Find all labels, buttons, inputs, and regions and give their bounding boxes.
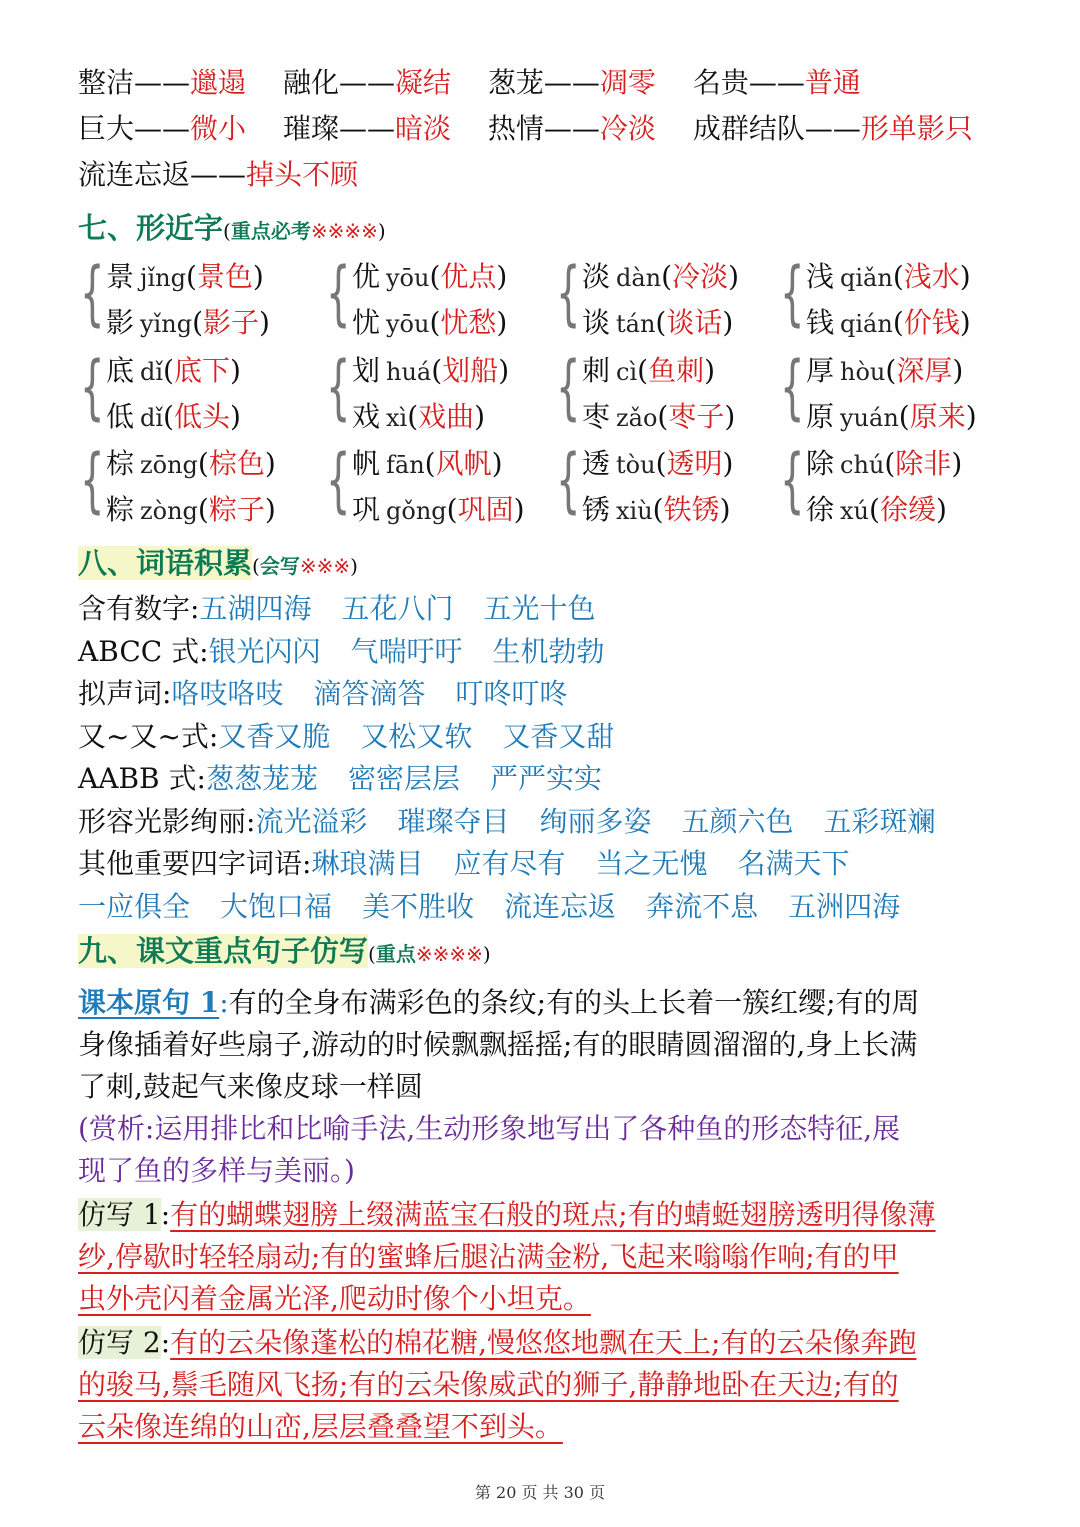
word-item: 五花八门 [341, 592, 454, 625]
similar-character-entry: 优 yōu(优点) [352, 260, 508, 293]
similar-character-entry: 徐 xú(徐缓) [806, 493, 947, 526]
antonym-pair: 热情——冷淡 [487, 112, 656, 145]
word-item: 咯吱咯吱 [171, 677, 284, 710]
word-group-label: 含有数字: [78, 592, 200, 625]
brace-icon: { [80, 346, 105, 428]
antonym-row-3 [78, 152, 386, 198]
antonym-row-2 [78, 106, 1001, 152]
similar-character-entry: 帆 fān(风帆) [352, 447, 503, 480]
analysis: (赏析:运用排比和比喻手法,生动形象地写出了各种鱼的形态特征,展 现了鱼的多样与美丽。) [78, 1112, 901, 1187]
similar-character-entry: 原 yuán(原来) [806, 400, 977, 433]
original-label: 课本原句 1 [78, 986, 220, 1019]
word-group-label: 形容光影绚丽: [78, 804, 256, 838]
similar-character-entry: 锈 xiù(铁锈) [582, 493, 731, 526]
word-item: 五洲四海 [788, 889, 901, 923]
section-7-heading [78, 205, 386, 251]
similar-character-entry: 淡 dàn(冷淡) [582, 260, 740, 293]
brace-icon: { [80, 252, 105, 334]
original-sentence: 课本原句 1:有的全身布满彩色的条纹;有的头上长着一簇红缨;有的周 身像插着好些扇子,游动的时候飘飘摇摇;有的眼睛圆溜溜的,身上长满 了刺,鼓起气来像皮球一样圆 [78, 986, 920, 1103]
brace-icon: { [326, 252, 351, 334]
antonym-pair: 璀璨——暗淡 [282, 112, 451, 145]
word-item: 又香又脆 [218, 719, 331, 753]
antonym-pair: 流连忘返——掉头不顾 [78, 158, 359, 191]
word-item: 名满天下 [737, 847, 850, 880]
brace-icon: { [556, 346, 581, 428]
word-group-label: AABB 式: [78, 762, 206, 795]
antonym-pair: 葱茏——凋零 [487, 66, 656, 99]
word-item: 严严实实 [489, 762, 602, 795]
imitation-2: 仿写 2:有的云朵像蓬松的棉花糖,慢悠悠地飘在天上;有的云朵像奔跑 的骏马,鬃毛随风飞扬;有的云朵像威武的狮子,静静地卧在天边;有的 云朵像连绵的山峦,层层叠叠望不到头。 [78, 1326, 917, 1443]
brace-icon: { [780, 346, 805, 428]
word-group-row [78, 629, 635, 675]
section-title: 九、课文重点句子仿写 [78, 934, 369, 968]
word-group-row [78, 671, 597, 717]
imitation-1: 仿写 1:有的蝴蝶翅膀上缀满蓝宝石般的斑点;有的蜻蜓翅膀透明得像薄 纱,停歇时轻轻扇动;有的蜜蜂后腿沾满金粉,飞起来嗡嗡作响;有的甲 虫外壳闪着金属光泽,爬动时像个小坦克。 [78, 1198, 936, 1315]
word-group-row [78, 841, 880, 887]
section-8-heading [78, 540, 358, 586]
section-title: 七、形近字 [78, 211, 224, 245]
word-item: 生机勃勃 [492, 634, 605, 668]
antonym-pair: 融化——凝结 [282, 66, 451, 99]
brace-icon: { [780, 252, 805, 334]
word-item: 琳琅满目 [311, 847, 424, 880]
brace-icon: { [556, 439, 581, 521]
section-tag: (重点※※※※) [368, 942, 491, 966]
imitation-label: 仿写 1 [78, 1198, 161, 1231]
similar-character-entry: 低 dǐ(低头) [106, 400, 241, 433]
similar-character-entry: 忧 yōu(忧愁) [352, 306, 508, 339]
word-item: 葱葱茏茏 [205, 762, 318, 795]
word-item: 又松又软 [360, 719, 473, 753]
similar-character-entry: 厚 hòu(深厚) [806, 354, 964, 387]
section-tag: (会写※※※) [252, 554, 358, 578]
word-item: 五颜六色 [681, 804, 794, 838]
word-group-label: 其他重要四字词语: [78, 847, 312, 880]
word-group-row [78, 586, 625, 632]
word-item: 又香又甜 [502, 719, 615, 753]
similar-character-entry: 景 jǐng(景色) [106, 260, 264, 293]
imitation-label: 仿写 2 [78, 1326, 161, 1359]
similar-character-entry: 透 tòu(透明) [582, 447, 734, 480]
word-group-label: ABCC 式: [78, 634, 209, 668]
word-item: 叮咚叮咚 [455, 677, 568, 710]
word-item: 美不胜收 [362, 889, 475, 923]
page-footer: 第 20 页 共 30 页 [474, 1483, 606, 1502]
word-item: 银光闪闪 [208, 634, 321, 668]
word-group-label: 又~又~式: [78, 719, 219, 753]
word-item: 奔流不息 [646, 889, 759, 923]
word-item: 流连忘返 [504, 889, 617, 923]
similar-character-entry: 刺 cì(鱼刺) [582, 354, 716, 387]
word-item: 五光十色 [483, 592, 596, 625]
word-item: 应有尽有 [453, 847, 566, 880]
word-item: 五湖四海 [199, 592, 312, 625]
brace-icon: { [80, 439, 105, 521]
word-item: 一应俱全 [78, 889, 191, 923]
word-group-row [78, 714, 644, 760]
word-item: 滴答滴答 [313, 677, 426, 710]
brace-icon: { [326, 346, 351, 428]
similar-character-entry: 划 huá(划船) [352, 354, 510, 387]
word-item: 气喘吁吁 [350, 634, 463, 668]
similar-character-entry: 钱 qián(价钱) [806, 306, 971, 339]
word-group-row [78, 756, 632, 802]
similar-character-entry: 巩 gǒng(巩固) [352, 493, 525, 526]
similar-character-entry: 底 dǐ(底下) [106, 354, 241, 387]
word-group-label: 拟声词: [78, 677, 172, 710]
antonym-pair: 巨大——微小 [78, 112, 247, 145]
antonym-pair: 名贵——普通 [692, 66, 861, 99]
similar-character-entry: 浅 qiǎn(浅水) [806, 260, 971, 293]
similar-character-entry: 枣 zǎo(枣子) [582, 400, 736, 433]
word-item: 绚丽多姿 [539, 804, 652, 838]
word-item: 大饱口福 [220, 889, 333, 923]
brace-icon: { [780, 439, 805, 521]
section-tag: (重点必考※※※※) [223, 219, 386, 243]
antonym-pair: 整洁——邋遢 [78, 66, 247, 99]
similar-character-entry: 棕 zōng(棕色) [106, 447, 276, 480]
word-item: 璀璨夺目 [397, 804, 510, 838]
word-group-row [78, 884, 930, 930]
section-title: 八、词语积累 [78, 546, 253, 580]
word-group-row [78, 799, 966, 845]
similar-character-entry: 影 yǐng(影子) [106, 306, 270, 339]
word-item: 五彩斑斓 [823, 804, 936, 838]
similar-character-entry: 谈 tán(谈话) [582, 306, 734, 339]
similar-character-entry: 粽 zòng(粽子) [106, 493, 276, 526]
word-item: 当之无愧 [595, 847, 708, 880]
similar-character-entry: 戏 xì(戏曲) [352, 400, 486, 433]
word-item: 密密层层 [347, 762, 460, 795]
section-9-heading [78, 928, 491, 974]
word-item: 流光溢彩 [255, 804, 368, 838]
brace-icon: { [326, 439, 351, 521]
brace-icon: { [556, 252, 581, 334]
antonym-row-1 [78, 60, 889, 106]
similar-character-entry: 除 chú(除非) [806, 447, 963, 480]
antonym-pair: 成群结队——形单影只 [692, 112, 973, 145]
